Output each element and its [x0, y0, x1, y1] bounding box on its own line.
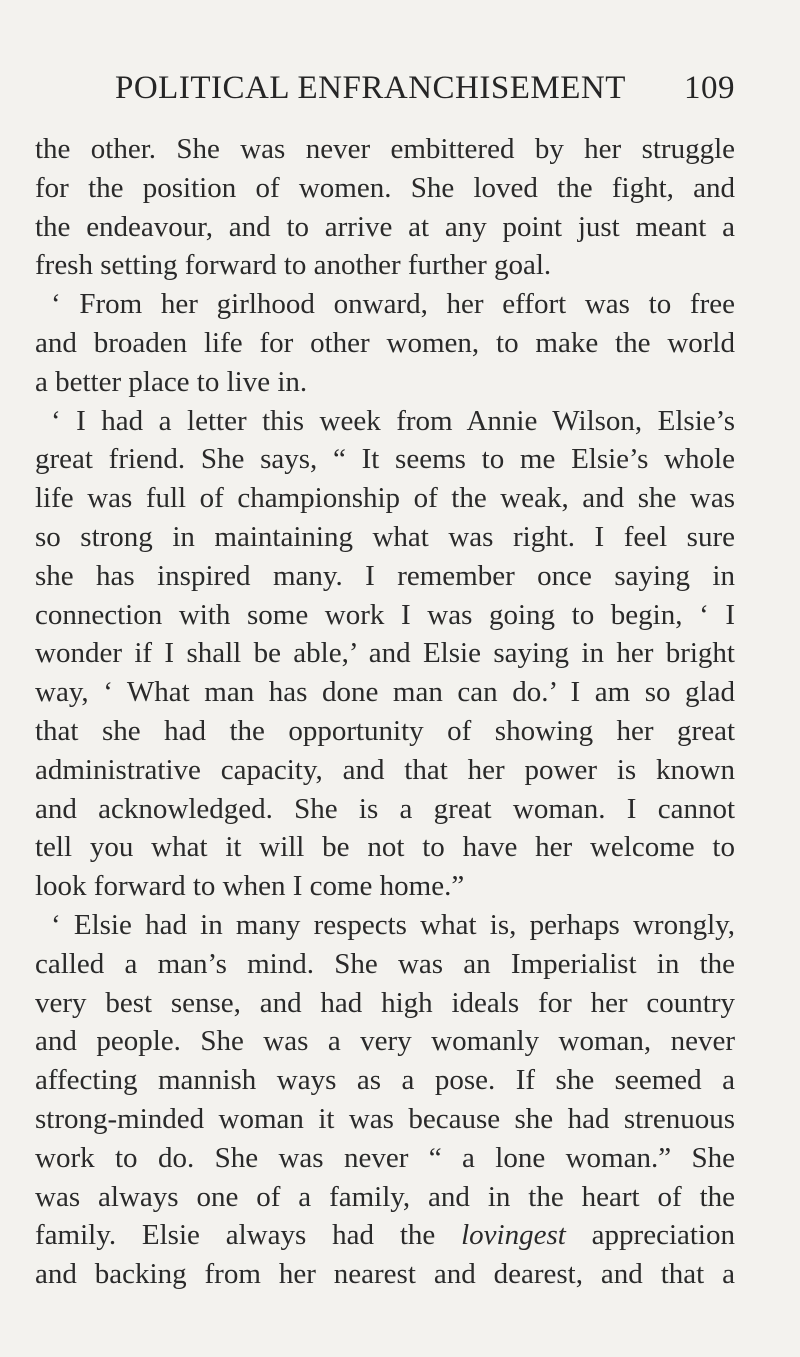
- text-line: and acknowledged. She is a great woman. I cannot: [35, 792, 735, 825]
- text-line: way, ‘ What man has done man can do.’ I am so glad: [35, 676, 735, 709]
- text-line: ‘ I had a letter this week from Annie Wilson, Elsie’s: [51, 404, 735, 437]
- text-line: a better place to live in.: [35, 365, 308, 398]
- text-line: the other. She was never embittered by her struggle: [35, 133, 735, 165]
- text-line: the endeavour, and to arrive at any point just meant a: [35, 210, 735, 243]
- text-line: strong-minded woman it was because she had strenuous: [35, 1102, 735, 1135]
- page-number: 109: [684, 70, 735, 106]
- body-text: [35, 130, 735, 1294]
- text-line: very best sense, and had high ideals for her country: [35, 986, 735, 1019]
- text-line: life was full of championship of the weak, and she was: [35, 482, 735, 515]
- text-line: ‘ Elsie had in many respects what is, perhaps wrongly,: [51, 908, 735, 941]
- text-line: that she had the opportunity of showing her great: [35, 714, 735, 747]
- text-line: ‘ From her girlhood onward, her effort was to free: [51, 288, 735, 321]
- text-line: and backing from her nearest and dearest, and that a: [35, 1258, 735, 1291]
- text-line: work to do. She was never “ a lone woman.” She: [35, 1141, 735, 1174]
- running-title: POLITICAL ENFRANCHISEMENT: [115, 70, 626, 106]
- text-line: so strong in maintaining what was right. I feel sure: [35, 520, 735, 553]
- text-line: called a man’s mind. She was an Imperialist in the: [35, 947, 735, 980]
- text-line: wonder if I shall be able,’ and Elsie saying in her bright: [35, 637, 735, 670]
- text-line: administrative capacity, and that her power is known: [35, 753, 735, 786]
- emphasized-word: lovingest: [461, 1219, 566, 1252]
- running-head: [115, 68, 735, 108]
- text-line: fresh setting forward to another further goal.: [35, 249, 552, 282]
- text-line: look forward to when I come home.”: [35, 870, 465, 903]
- text-line: affecting mannish ways as a pose. If she seemed a: [35, 1064, 735, 1097]
- text-line: and people. She was a very womanly woman, never: [35, 1025, 735, 1058]
- text-line: great friend. She says, “ It seems to me Elsie’s whole: [35, 443, 735, 476]
- text-line: she has inspired many. I remember once saying in: [35, 559, 735, 592]
- text-line: and broaden life for other women, to make the world: [35, 326, 735, 359]
- text-line: was always one of a family, and in the heart of the: [35, 1180, 735, 1213]
- text-line: tell you what it will be not to have her welcome to: [35, 831, 735, 864]
- text-line: connection with some work I was going to begin, ‘ I: [35, 598, 735, 631]
- text-line: for the position of women. She loved the fight, and: [35, 171, 735, 204]
- text-line: family. Elsie always had the lovingest appreciation: [35, 1219, 735, 1252]
